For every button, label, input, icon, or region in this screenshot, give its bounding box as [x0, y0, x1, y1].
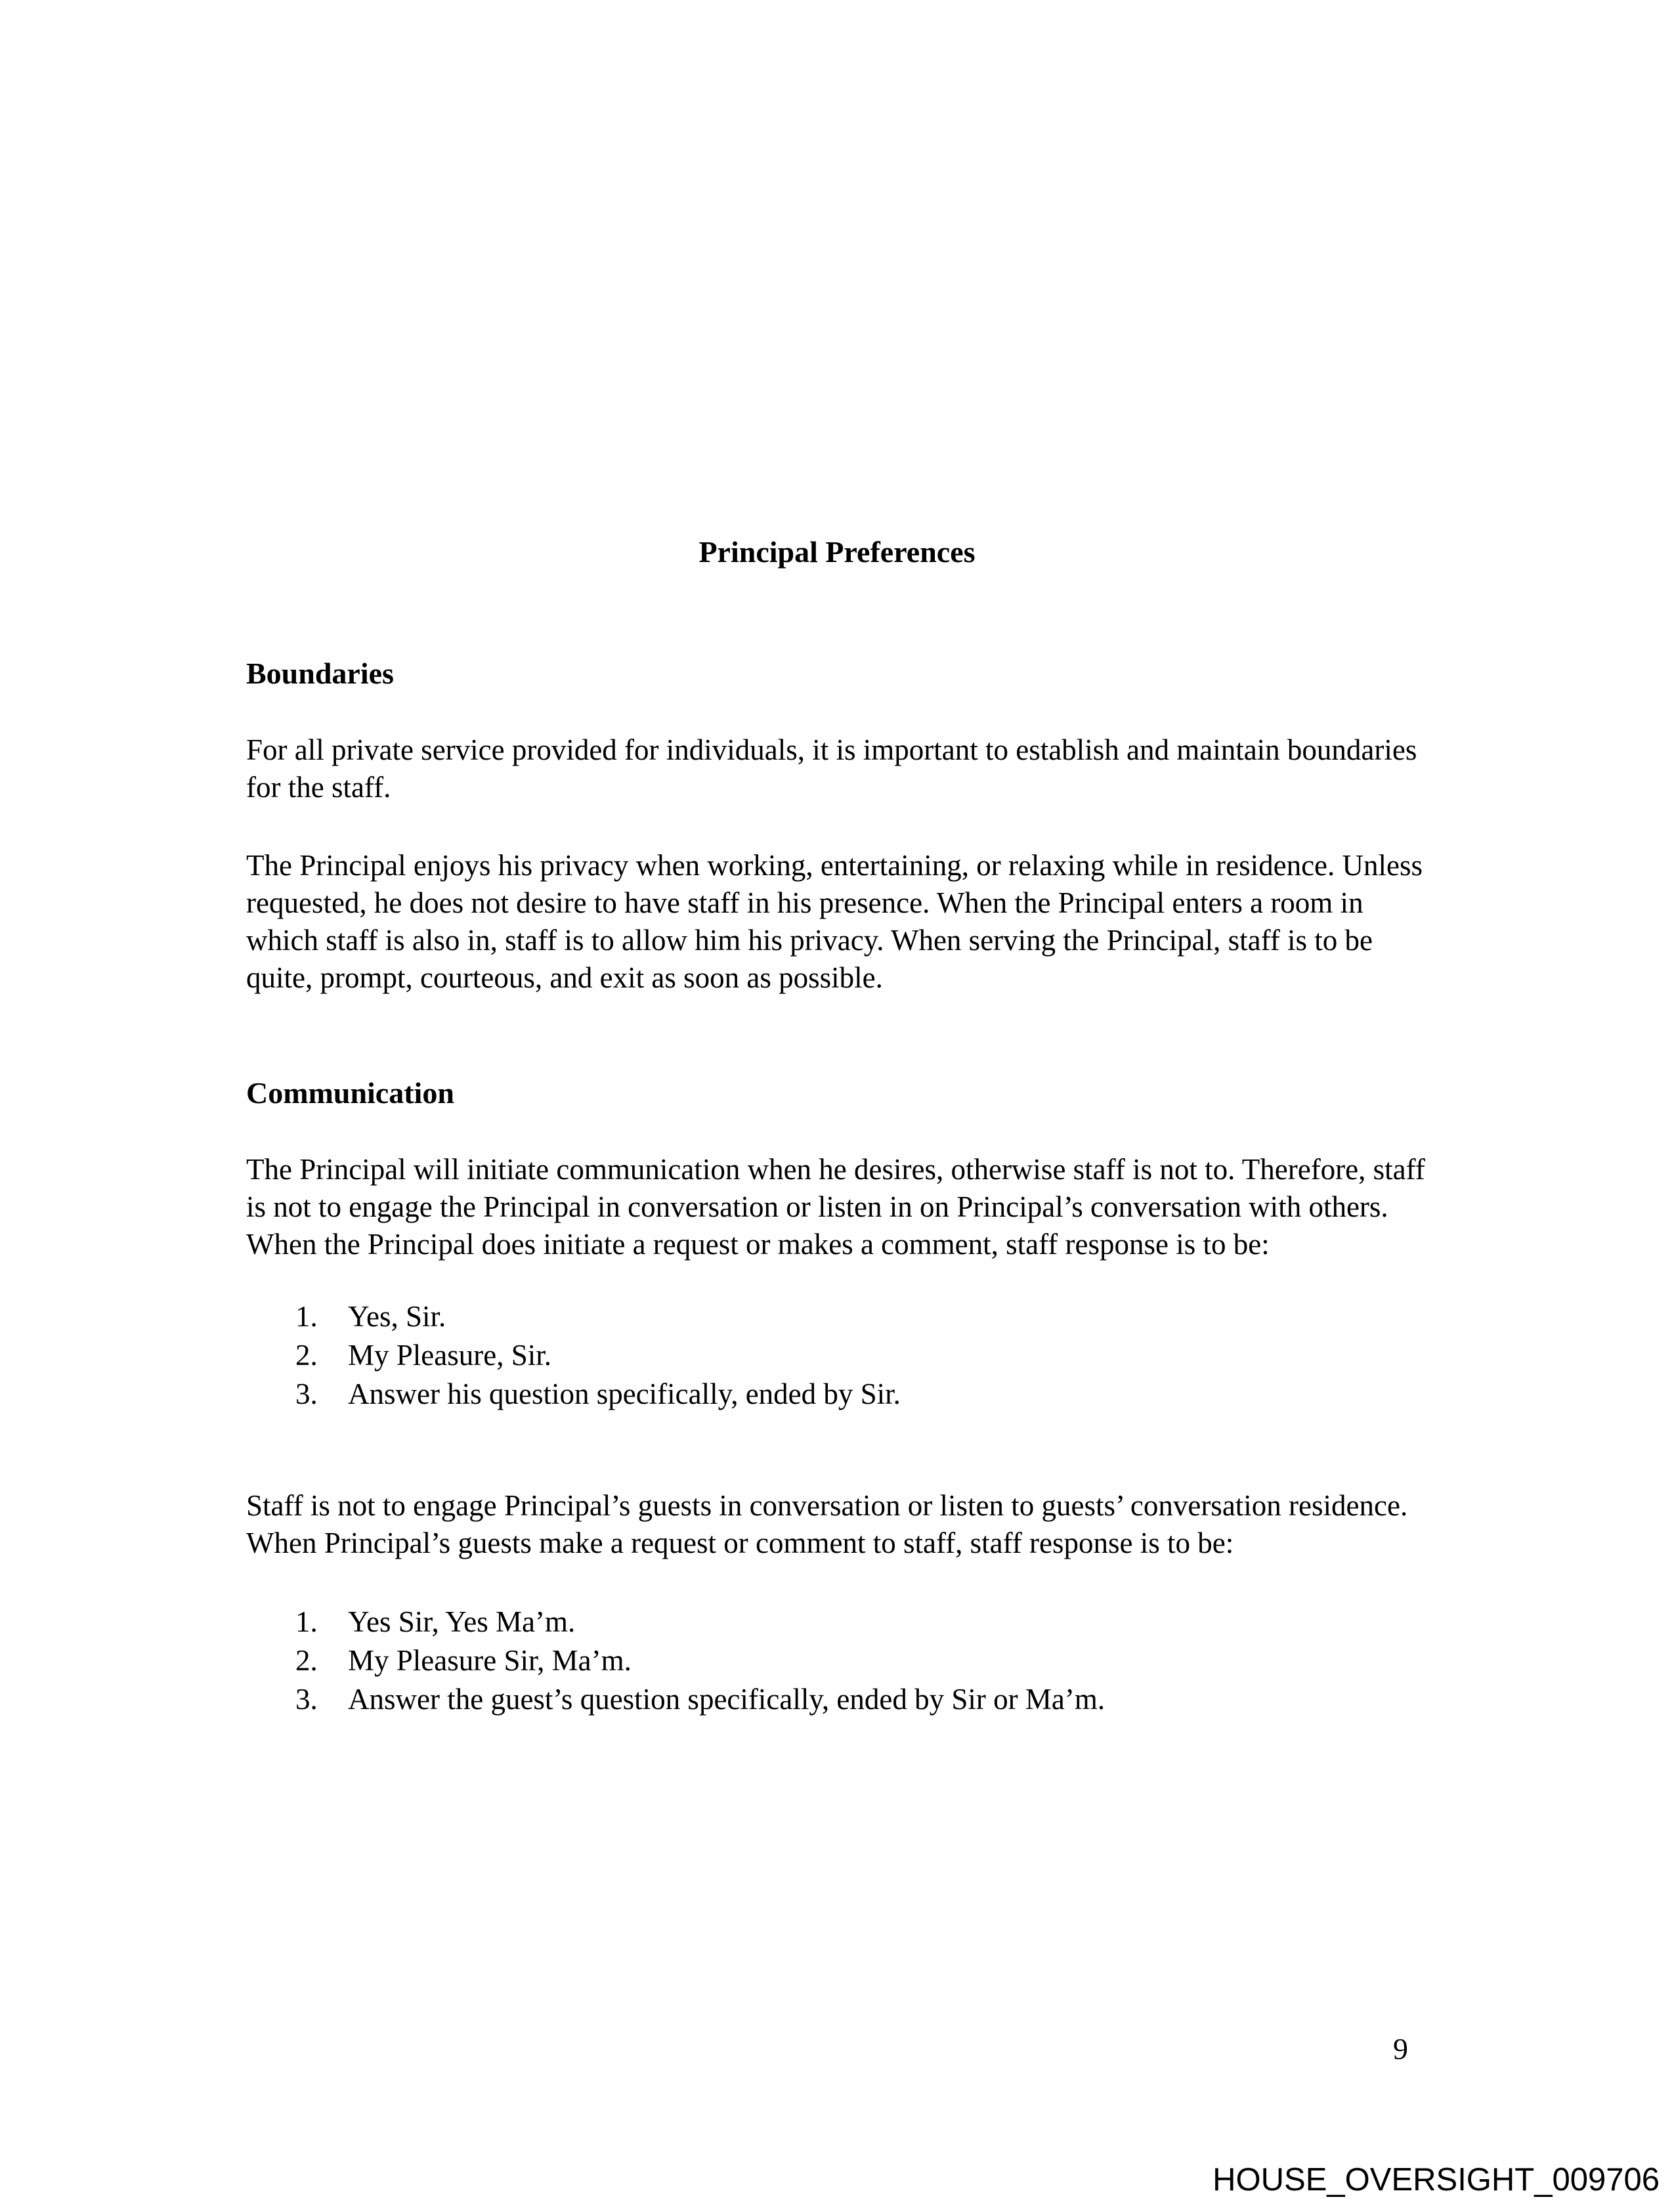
document-content — [246, 0, 1428, 1719]
list-item-text: Answer his question specifically, ended by Sir. — [348, 1377, 901, 1410]
list-item — [295, 1680, 1428, 1719]
list-item-number: 3. — [295, 1683, 318, 1716]
list-item — [295, 1641, 1428, 1680]
paragraph-boundaries-privacy: The Principal enjoys his privacy when working, entertaining, or relaxing while in residence. Unless requested, he does not desire to have staff in his presence. When the Principal enters a room in which staff is also in, staff is to allow him his privacy. When serving the Principal, staff is to be quite, prompt, courteous, and exit as soon as possible. — [246, 849, 1423, 994]
list-item — [295, 1603, 1428, 1641]
guest-response-list — [246, 1603, 1428, 1719]
section-heading-boundaries: Boundaries — [246, 657, 394, 690]
bates-stamp: HOUSE_OVERSIGHT_009706 — [1213, 2162, 1660, 2198]
paragraph-guests: Staff is not to engage Principal’s guests in conversation or listen to guests’ conversation residence. When Principal’s guests make a request or comment to staff, staff response is to be: — [246, 1489, 1408, 1559]
principal-response-list — [246, 1297, 1428, 1414]
list-item-number: 3. — [295, 1377, 318, 1410]
list-item-text: My Pleasure Sir, Ma’m. — [348, 1644, 632, 1677]
list-item-number: 2. — [295, 1339, 318, 1372]
paragraph-boundaries-intro: For all private service provided for individuals, it is important to establish and maintain boundaries for the staff. — [246, 733, 1417, 804]
list-item-number: 2. — [295, 1644, 318, 1677]
list-item-text: Answer the guest’s question specifically, ended by Sir or Ma’m. — [348, 1683, 1105, 1716]
list-item-text: Yes Sir, Yes Ma’m. — [348, 1605, 576, 1638]
list-item-number: 1. — [295, 1300, 318, 1333]
section-heading-communication: Communication — [246, 1076, 454, 1110]
page-number: 9 — [1393, 2032, 1408, 2066]
list-item — [295, 1336, 1428, 1375]
list-item — [295, 1297, 1428, 1336]
list-item-text: Yes, Sir. — [348, 1300, 446, 1333]
paragraph-communication-intro: The Principal will initiate communication when he desires, otherwise staff is not to. Therefore, staff is not to engage the Principal in conversation or listen in on Principal’s conversation with others. When the Principal does initiate a request or makes a comment, staff response is to be: — [246, 1153, 1425, 1261]
list-item — [295, 1375, 1428, 1414]
list-item-number: 1. — [295, 1605, 318, 1638]
list-item-text: My Pleasure, Sir. — [348, 1339, 551, 1372]
page-title: Principal Preferences — [698, 535, 976, 569]
